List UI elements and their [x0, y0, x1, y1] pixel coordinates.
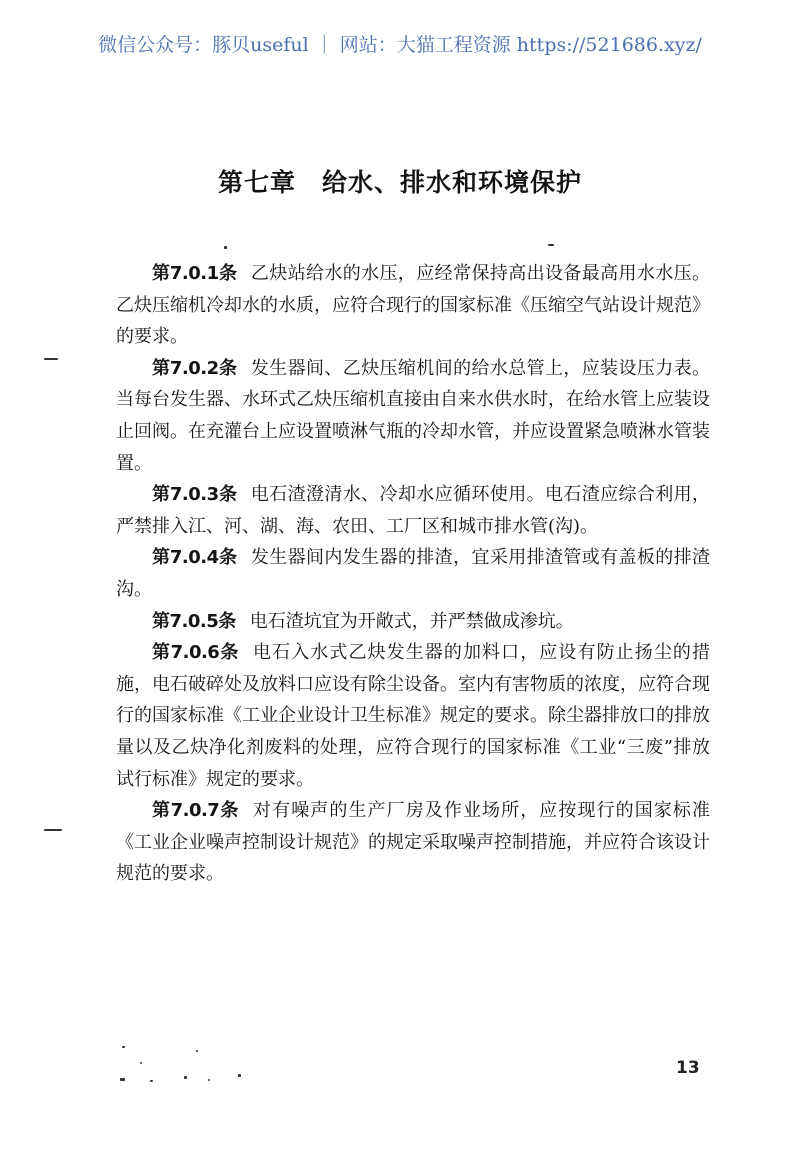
scan-speck: [238, 1074, 241, 1077]
article-text: 电石入水式乙炔发生器的加料口，应设有防止扬尘的措施，电石破碎处及放料口应设有除尘设备。室内有害物质的浓度，应符合现行的国家标准《工业企业设计卫生标准》规定的要求。除尘器排放口的排放量以及乙炔净化剂废料的处理，应符合现行的国家标准《工业“三废”排放试行标准》规定的要求。: [116, 642, 711, 790]
article-7-0-2: [116, 353, 710, 479]
article-text: 乙炔站给水的水压，应经常保持高出设备最高用水水压。乙炔压缩机冷却水的水质，应符合现行的国家标准《压缩空气站设计规范》的要求。: [116, 263, 710, 348]
article-number: 第7.0.7条: [152, 800, 240, 822]
article-7-0-3: [116, 479, 710, 542]
scan-speck: [120, 1078, 125, 1081]
article-7-0-7: [116, 795, 710, 890]
article-number: 第7.0.6条: [152, 642, 240, 664]
article-7-0-6: [116, 637, 710, 795]
scan-speck: [140, 1062, 142, 1064]
scan-speck: [184, 1076, 187, 1079]
article-text: 发生器间内发生器的排渣，宜采用排渣管或有盖板的排渣沟。: [116, 547, 710, 600]
article-7-0-5: [116, 606, 710, 638]
article-7-0-4: [116, 542, 710, 605]
scan-speck: [122, 1046, 125, 1048]
chapter-name: 给水、排水和环境保护: [322, 168, 583, 197]
scan-speck: [208, 1079, 210, 1081]
article-text: 电石渣澄清水、冷却水应循环使用。电石渣应综合利用，严禁排入江、河、湖、海、农田、工厂区和城市排水管(沟)。: [116, 484, 710, 537]
scan-speck: [150, 1080, 153, 1082]
scan-speck: [548, 244, 554, 246]
chapter-title: [0, 163, 800, 199]
page-number: 13: [676, 1058, 700, 1078]
article-number: 第7.0.1条: [152, 263, 237, 284]
scan-speck: [196, 1050, 198, 1052]
chapter-number: 第七章: [217, 168, 296, 197]
chapter-body: [116, 258, 710, 890]
article-number: 第7.0.3条: [152, 484, 237, 506]
scan-speck: [44, 358, 58, 360]
article-text: 电石渣坑宜为开敞式，并严禁做成渗坑。: [249, 610, 574, 632]
scan-speck: [44, 829, 62, 831]
article-text: 发生器间、乙炔压缩机间的给水总管上，应装设压力表。当每台发生器、水环式乙炔压缩机直接由自来水供水时，在给水管上应装设止回阀。在充灌台上应设置喷淋气瓶的冷却水管，并应设置紧急喷淋水管装置。: [116, 357, 710, 474]
watermark-top: 微信公众号：豚贝useful ｜ 网站：大猫工程资源 https://521686.xyz/: [98, 34, 702, 56]
article-7-0-1: [116, 258, 710, 353]
scan-speck: [224, 246, 227, 249]
article-number: 第7.0.4条: [152, 547, 237, 569]
article-number: 第7.0.5条: [152, 610, 236, 632]
article-number: 第7.0.2条: [152, 357, 237, 379]
article-text: 对有噪声的生产厂房及作业场所，应按现行的国家标准《工业企业噪声控制设计规范》的规定采取噪声控制措施，并应符合该设计规范的要求。: [116, 800, 711, 885]
